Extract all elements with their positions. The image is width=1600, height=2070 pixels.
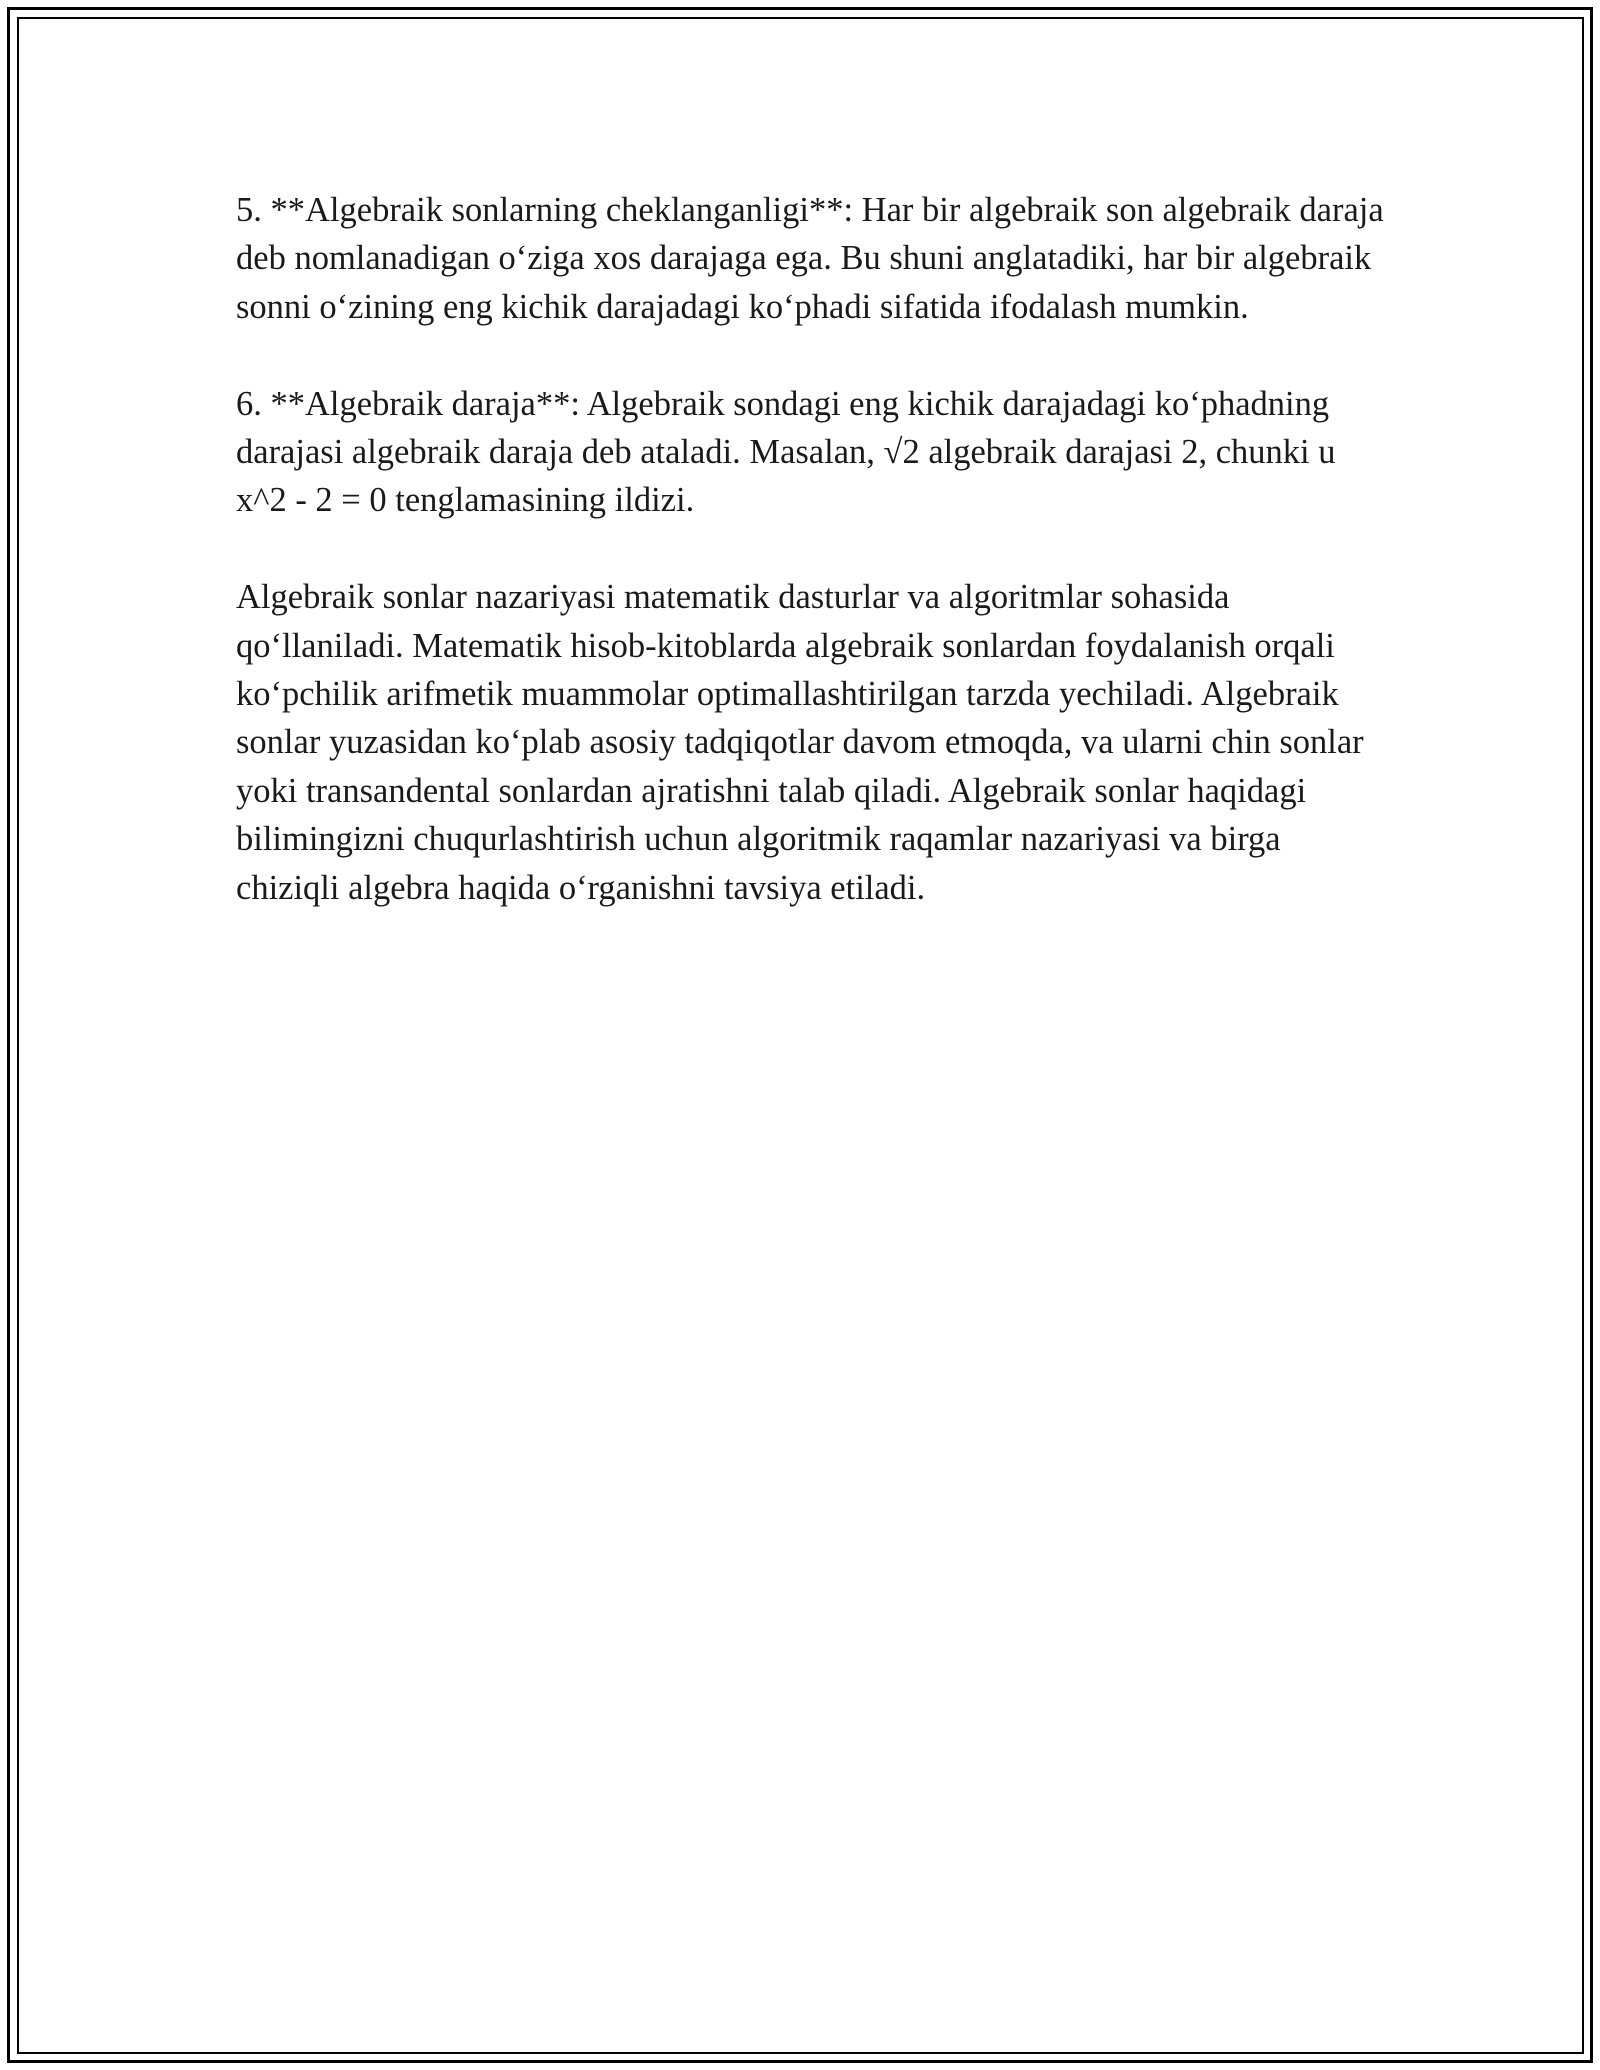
paragraph-conclusion: Algebraik sonlar nazariyasi matematik dasturlar va algoritmlar sohasida qo‘llaniladi. Matematik hisob-kitoblarda algebraik sonlardan foydalanish orqali ko‘pchilik arifmetik muammolar optimallashtirilgan tarzda yechiladi. Algebraik sonlar yuzasidan ko‘plab asosiy tadqiqotlar davom etmoqda, va ularni chin sonlar yoki transandental sonlardan ajratishni talab qiladi. Algebraik sonlar haqidagi bilimingizni chuqurlashtirish uchun algoritmik raqamlar nazariyasi va birga chiziqli algebra haqida o‘rganishni tavsiya etiladi.	[236, 578, 1364, 907]
paragraph-item-6: 6. **Algebraik daraja**: Algebraik sondagi eng kichik darajadagi ko‘phadning darajasi algebraik daraja deb ataladi. Masalan, √2 algebraik darajasi 2, chunki u x^2 - 2 = 0 tenglamasining ildizi.	[236, 384, 1336, 520]
paragraph-item-5: 5. **Algebraik sonlarning cheklanganligi**: Har bir algebraik son algebraik daraja deb nomlanadigan o‘ziga xos darajaga ega. Bu shuni anglatadiki, har bir algebraik sonni o‘zining eng kichik darajadagi ko‘phadi sifatida ifodalash mumkin.	[236, 191, 1384, 326]
document-body	[236, 186, 1386, 960]
